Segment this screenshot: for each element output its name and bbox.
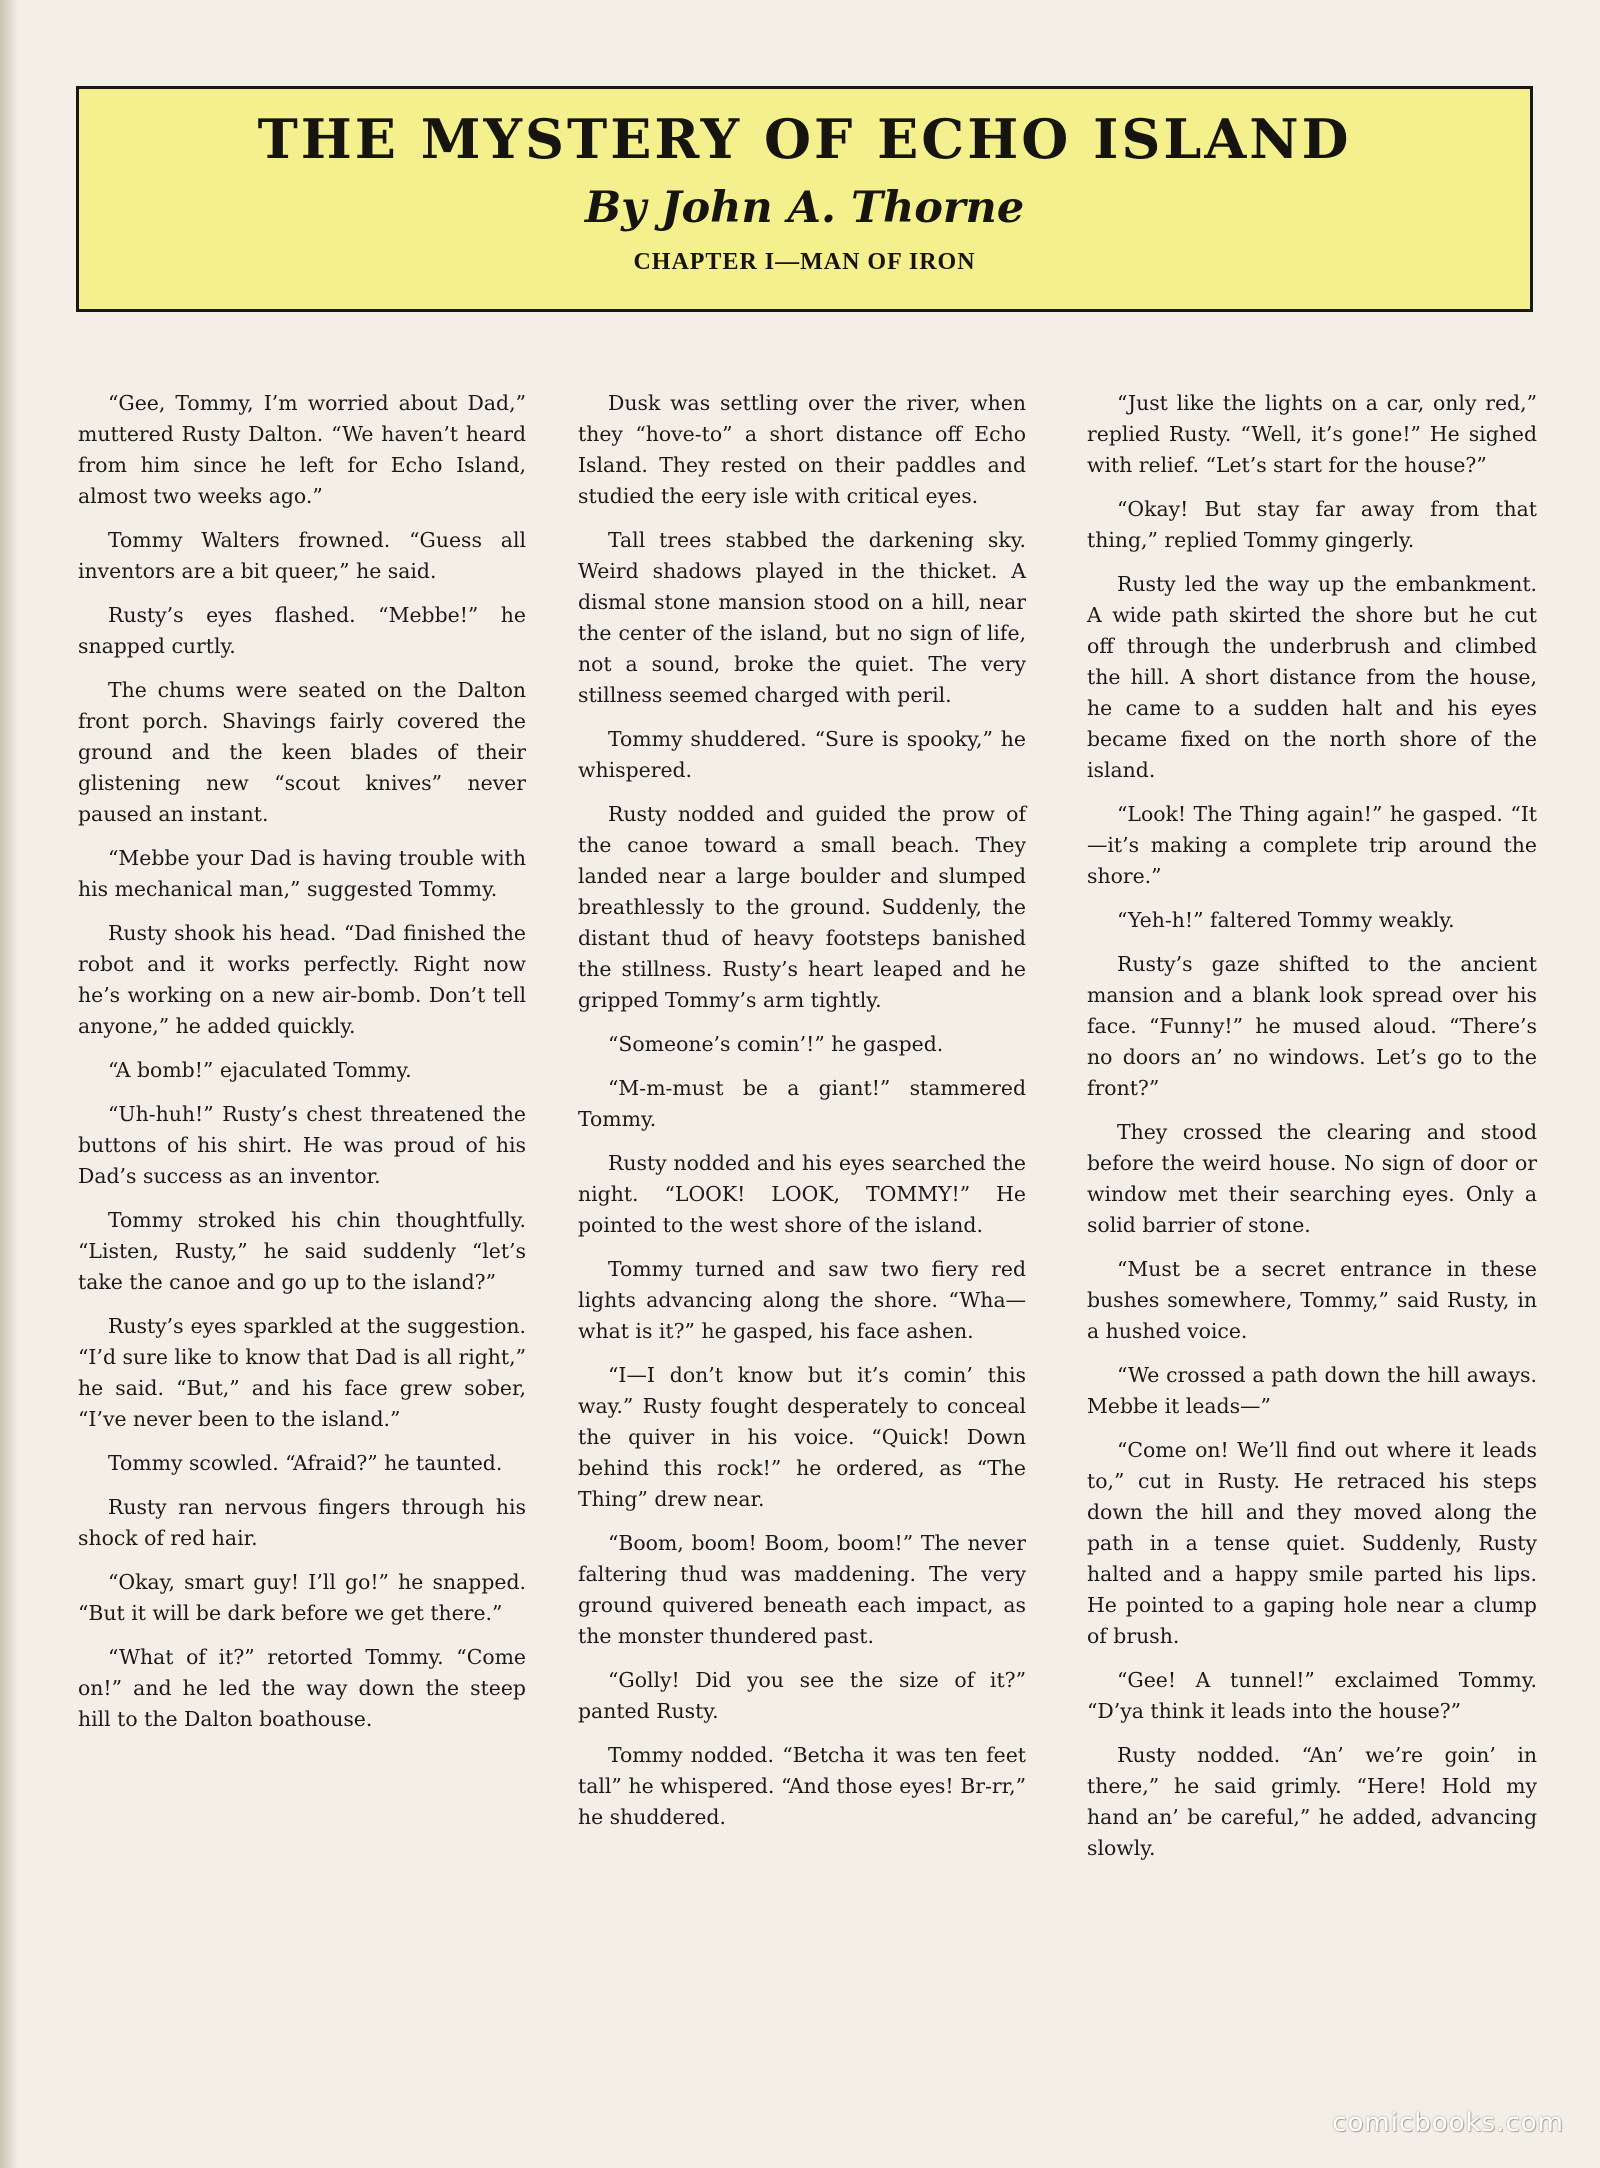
story-title: THE MYSTERY OF ECHO ISLAND: [257, 107, 1352, 171]
paragraph: “We crossed a path down the hill aways. Mebbe it leads—”: [1087, 1363, 1537, 1418]
paragraph: Rusty nodded. “An’ we’re goin’ in there,” he said grimly. “Here! Hold my hand an’ be careful,” he added, advancing slowly.: [1087, 1743, 1537, 1860]
paragraph: “Someone’s comin’!” he gasped.: [608, 1032, 944, 1056]
paragraph: Tommy scowled. “Afraid?” he taunted.: [108, 1451, 503, 1475]
paragraph: “Gee, Tommy, I’m worried about Dad,” muttered Rusty Dalton. “We haven’t heard from him since he left for Echo Island, almost two weeks ago.”: [78, 391, 526, 508]
paragraph: Rusty led the way up the embankment. A wide path skirted the shore but he cut off through the underbrush and climbed the hill. A short distance from the house, he came to a sudden halt and his eyes became fixed on the north shore of the island.: [1087, 572, 1537, 782]
paragraph: “Mebbe your Dad is having trouble with his mechanical man,” suggested Tommy.: [78, 846, 526, 901]
paragraph: “Golly! Did you see the size of it?” panted Rusty.: [578, 1668, 1026, 1723]
paragraph: They crossed the clearing and stood before the weird house. No sign of door or window met their searching eyes. Only a solid barrier of stone.: [1087, 1120, 1537, 1237]
byline: By John A. Thorne: [584, 183, 1025, 233]
site-watermark: comicbooks.com: [1332, 2108, 1564, 2138]
paragraph: Tall trees stabbed the darkening sky. Weird shadows played in the thicket. A dismal stone mansion stood on a hill, near the center of the island, but no sign of life, not a sound, broke the quiet. The very stillness seemed charged with peril.: [578, 528, 1026, 707]
paragraph: “Boom, boom! Boom, boom!” The never faltering thud was maddening. The very ground quivered beneath each impact, as the monster thundered past.: [578, 1531, 1026, 1648]
paragraph: “M-m-must be a giant!” stammered Tommy.: [578, 1076, 1026, 1131]
paragraph: Rusty’s eyes sparkled at the suggestion. “I’d sure like to know that Dad is all right,” he said. “But,” and his face grew sober, “I’ve never been to the island.”: [78, 1314, 526, 1431]
paragraph: Tommy Walters frowned. “Guess all inventors are a bit queer,” he said.: [78, 528, 526, 583]
paragraph: The chums were seated on the Dalton front porch. Shavings fairly covered the ground and the keen blades of their glistening new “scout knives” never paused an instant.: [78, 678, 526, 826]
paragraph: Rusty nodded and guided the prow of the canoe toward a small beach. They landed near a large boulder and slumped breathlessly to the ground. Suddenly, the distant thud of heavy footsteps banished the stillness. Rusty’s heart leaped and he gripped Tommy’s arm tightly.: [578, 802, 1026, 1012]
paragraph: Rusty’s gaze shifted to the ancient mansion and a blank look spread over his face. “Funny!” he mused aloud. “There’s no doors an’ no windows. Let’s go to the front?”: [1087, 952, 1537, 1100]
paragraph: Tommy turned and saw two fiery red lights advancing along the shore. “Wha—what is it?” he gasped, his face ashen.: [578, 1257, 1026, 1343]
paragraph: “What of it?” retorted Tommy. “Come on!” and he led the way down the steep hill to the Dalton boathouse.: [78, 1645, 526, 1731]
text-column-3: [1087, 388, 1537, 1877]
paragraph: Rusty’s eyes flashed. “Mebbe!” he snapped curtly.: [78, 603, 526, 658]
paragraph: “Come on! We’ll find out where it leads to,” cut in Rusty. He retraced his steps down the hill and they moved along the path in a tense quiet. Suddenly, Rusty halted and a happy smile parted his lips. He pointed to a gaping hole near a clump of brush.: [1087, 1438, 1537, 1648]
paragraph: Tommy nodded. “Betcha it was ten feet tall” he whispered. “And those eyes! Br-rr,” he shuddered.: [578, 1743, 1026, 1829]
paragraph: Tommy shuddered. “Sure is spooky,” he whispered.: [578, 727, 1026, 782]
chapter-heading: CHAPTER I—MAN OF IRON: [633, 249, 976, 275]
paragraph: Tommy stroked his chin thoughtfully. “Listen, Rusty,” he said suddenly “let’s take the canoe and go up to the island?”: [78, 1208, 526, 1294]
title-banner: [76, 86, 1533, 312]
page-edge: [0, 0, 18, 2168]
paragraph: “A bomb!” ejaculated Tommy.: [108, 1058, 412, 1082]
text-column-2: [578, 388, 1026, 1846]
paragraph: Rusty shook his head. “Dad finished the robot and it works perfectly. Right now he’s working on a new air-bomb. Don’t tell anyone,” he added quickly.: [78, 921, 526, 1038]
paragraph: “I—I don’t know but it’s comin’ this way.” Rusty fought desperately to conceal the quiver in his voice. “Quick! Down behind this rock!” he ordered, as “The Thing” drew near.: [578, 1363, 1026, 1511]
paragraph: “Gee! A tunnel!” exclaimed Tommy. “D’ya think it leads into the house?”: [1087, 1668, 1537, 1723]
paragraph: “Must be a secret entrance in these bushes somewhere, Tommy,” said Rusty, in a hushed voice.: [1087, 1257, 1537, 1343]
paragraph: Rusty ran nervous fingers through his shock of red hair.: [78, 1495, 526, 1550]
paragraph: “Okay, smart guy! I’ll go!” he snapped. “But it will be dark before we get there.”: [78, 1570, 526, 1625]
paragraph: Rusty nodded and his eyes searched the night. “LOOK! LOOK, TOMMY!” He pointed to the west shore of the island.: [578, 1151, 1026, 1237]
paragraph: “Just like the lights on a car, only red,” replied Rusty. “Well, it’s gone!” He sighed with relief. “Let’s start for the house?”: [1087, 391, 1537, 477]
paragraph: “Okay! But stay far away from that thing,” replied Tommy gingerly.: [1087, 497, 1537, 552]
paragraph: “Yeh-h!” faltered Tommy weakly.: [1117, 908, 1455, 932]
paragraph: Dusk was settling over the river, when they “hove-to” a short distance off Echo Island. They rested on their paddles and studied the eery isle with critical eyes.: [578, 391, 1026, 508]
paragraph: “Look! The Thing again!” he gasped. “It—it’s making a complete trip around the shore.”: [1087, 802, 1537, 888]
text-column-1: [78, 388, 526, 1748]
paragraph: “Uh-huh!” Rusty’s chest threatened the buttons of his shirt. He was proud of his Dad’s success as an inventor.: [78, 1102, 526, 1188]
